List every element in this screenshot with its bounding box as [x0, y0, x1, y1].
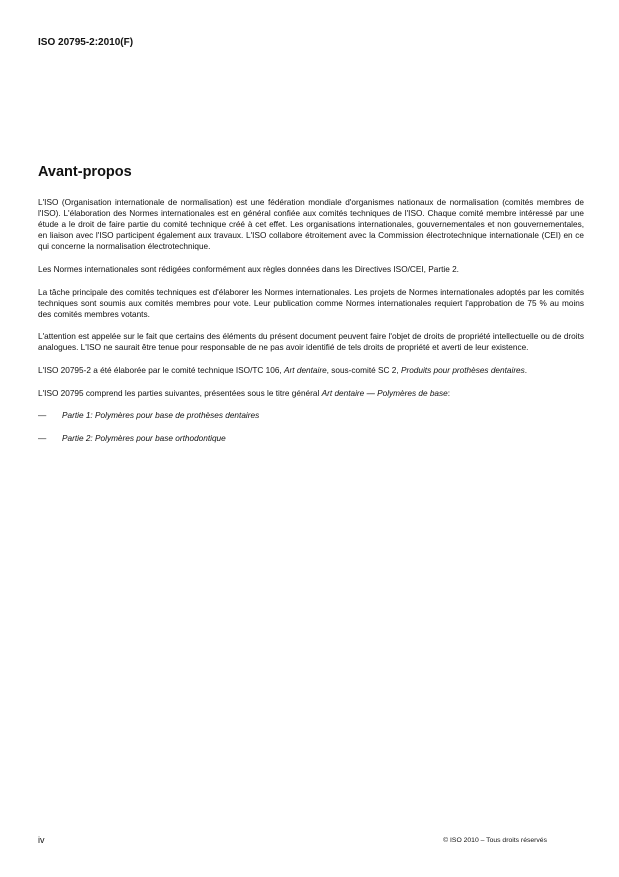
list-item: [38, 410, 584, 421]
paragraph: L'attention est appelée sur le fait que certains des éléments du présent document peuvent faire l'objet de droits de propriété intellectuelle ou de droits analogues. L'ISO ne saurait être tenue pour responsable de ne pas avoir identifié de tels droits de propriété et averti de leur existence.: [38, 332, 584, 353]
dash-bullet: —: [38, 433, 47, 443]
paragraph-parts: [38, 388, 584, 399]
paragraph-committee: [38, 365, 584, 376]
section-heading: Avant-propos: [38, 164, 132, 180]
list-item-text: Partie 1: Polymères pour base de prothèses dentaires: [62, 411, 260, 421]
text: .: [524, 366, 528, 376]
paragraph: L'ISO (Organisation internationale de normalisation) est une fédération mondiale d'organismes nationaux de normalisation (comités membres de l'ISO). L'élaboration des Normes internationales est en général confiée aux comités techniques de l'ISO. Chaque comité membre intéressé par une étude a le droit de faire partie du comité technique créé à cet effet. Les organisations internationales, gouvernementales et non gouvernementales, en liaison avec l'ISO participent également aux travaux. L'ISO collabore étroitement avec la Commission électrotechnique internationale (CEI) en ce qui concerne la normalisation électrotechnique.: [38, 198, 584, 252]
dash-bullet: —: [38, 411, 47, 421]
paragraph: La tâche principale des comités techniques est d'élaborer les Normes internationales. Les projets de Normes internationales adoptés par les comités techniques sont soumis aux comités membres pour vote. Leur publication comme Normes internationales requiert l'approbation de 75 % au moins des comités membres votants.: [38, 287, 584, 319]
paragraph: Les Normes internationales sont rédigées conformément aux règles données dans les Directives ISO/CEI, Partie 2.: [38, 264, 459, 274]
list-item-text: Partie 2: Polymères pour base orthodontique: [62, 433, 226, 443]
text: L'ISO 20795-2 a été élaborée par le comité technique ISO/TC 106,: [38, 366, 285, 376]
copyright-notice: © ISO 2010 – Tous droits réservés: [443, 837, 547, 844]
text: L'ISO 20795 comprend les parties suivantes, présentées sous le titre général: [38, 388, 322, 398]
italic-text: Art dentaire — Polymères de base: [321, 388, 448, 398]
document-id-header: ISO 20795-2:2010(F): [38, 37, 134, 48]
text: , sous-comité SC 2,: [326, 366, 401, 376]
italic-text: Produits pour prothèses dentaires: [400, 366, 525, 376]
text: :: [447, 388, 451, 398]
list-item: [38, 433, 584, 444]
italic-text: Art dentaire: [284, 366, 327, 376]
foreword-body: [38, 197, 584, 455]
page-number: iv: [38, 835, 45, 845]
